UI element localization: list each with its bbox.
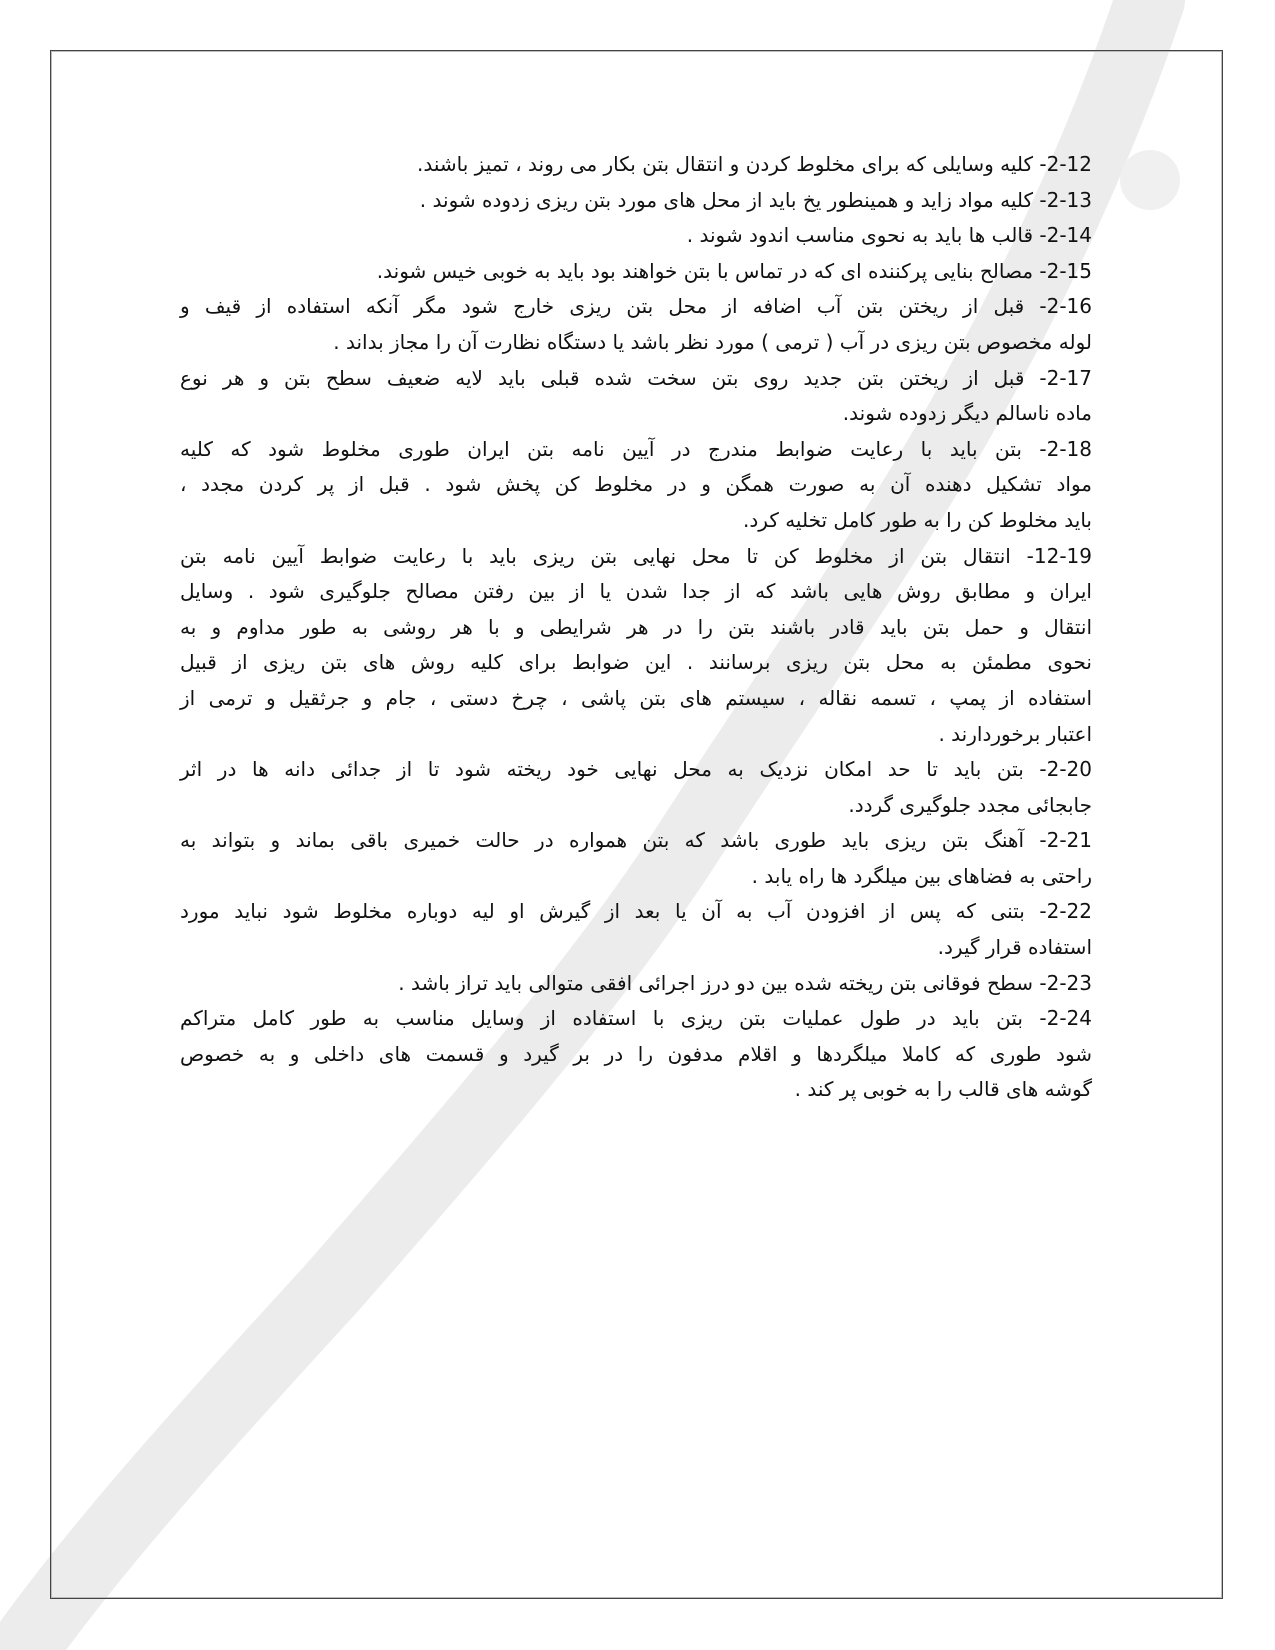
clause-paragraph xyxy=(180,432,1092,539)
text-line: ماده ناسالم دیگر زدوده شوند. xyxy=(842,401,1092,426)
text-line: 2-12- کلیه وسایلی که برای مخلوط کردن و انتقال بتن بکار می روند ، تمیز باشند. xyxy=(417,152,1092,176)
text-line: نحوی مطمئن به محل بتن ریزی برسانند . این ضوابط برای کلیه روش های بتن ریزی از قبیل xyxy=(180,650,1092,675)
text-line: جابجائی مجدد جلوگیری گردد. xyxy=(848,792,1092,817)
text-line: 2-20- بتن باید تا حد امکان نزدیک به محل نهایی خود ریخته شود تا از جدائی دانه ها در اثر xyxy=(180,757,1092,782)
text-line: 2-13- کلیه مواد زاید و همینطور یخ باید از محل های مورد بتن ریزی زدوده شوند . xyxy=(419,187,1092,212)
clause-paragraph xyxy=(180,894,1092,965)
clause-paragraph xyxy=(180,289,1092,360)
clause-paragraph xyxy=(180,823,1092,894)
clause-paragraph xyxy=(180,361,1092,432)
text-line: 2-18- بتن باید با رعایت ضوابط مندرج در آیین نامه بتن ایران طوری مخلوط شود که کلیه xyxy=(180,436,1092,461)
text-line: باید مخلوط کن را به طور کامل تخلیه کرد. xyxy=(743,507,1092,532)
text-line: راحتی به فضاهای بین میلگرد ها راه یابد . xyxy=(751,863,1092,888)
text-line: 2-16- قبل از ریختن بتن آب اضافه از محل بتن ریزی خارج شود مگر آنکه استفاده از قیف و xyxy=(180,294,1092,319)
clause-paragraph xyxy=(180,147,1092,183)
clause-paragraph xyxy=(180,183,1092,219)
text-line: 12-19- انتقال بتن از مخلوط کن تا محل نهایی بتن ریزی باید با رعایت ضوابط آیین نامه بتن xyxy=(180,543,1092,568)
text-line: 2-17- قبل از ریختن بتن جدید روی بتن سخت شده قبلی باید لایه ضعیف سطح بتن و هر نوع xyxy=(180,365,1092,390)
document-body xyxy=(180,147,1092,1108)
text-line: استفاده از پمپ ، تسمه نقاله ، سیستم های بتن پاشی ، چرخ دستی ، جام و جرثقیل و ترمی از xyxy=(180,685,1092,710)
clause-paragraph xyxy=(180,1001,1092,1108)
text-line: شود طوری که کاملا میلگردها و اقلام مدفون را در بر گیرد و قسمت های داخلی و به خصوص xyxy=(180,1041,1092,1066)
text-line: 2-14- قالب ها باید به نحوی مناسب اندود شوند . xyxy=(686,223,1092,248)
text-line: 2-21- آهنگ بتن ریزی باید طوری باشد که بتن همواره در حالت خمیری باقی بماند و بتواند به xyxy=(180,828,1092,853)
text-line: اعتبار برخوردارند . xyxy=(938,721,1092,746)
text-line: انتقال و حمل بتن باید قادر باشند بتن را در هر شرایطی و با هر روشی به طور مداوم و به xyxy=(180,614,1092,639)
clause-paragraph xyxy=(180,966,1092,1002)
text-line: استفاده قرار گیرد. xyxy=(937,935,1092,960)
clause-paragraph xyxy=(180,218,1092,254)
clause-paragraph xyxy=(180,752,1092,823)
text-line: 2-22- بتنی که پس از افزودن آب به آن یا بعد از گیرش او لیه دوباره مخلوط شود نباید مورد xyxy=(180,899,1092,924)
text-line: ایران و مطابق روش هایی باشد که از جدا شدن یا از بین رفتن مصالح جلوگیری شود . وسایل xyxy=(180,579,1092,604)
clause-paragraph xyxy=(180,254,1092,290)
text-line: 2-24- بتن باید در طول عملیات بتن ریزی با استفاده از وسایل مناسب به طور کامل متراکم xyxy=(180,1006,1092,1031)
text-line: 2-23- سطح فوقانی بتن ریخته شده بین دو درز اجرائی افقی متوالی باید تراز باشد . xyxy=(398,970,1092,995)
text-line: لوله مخصوص بتن ریزی در آب ( ترمی ) مورد نظر باشد یا دستگاه نظارت آن را مجاز بداند . xyxy=(333,329,1092,354)
clause-paragraph xyxy=(180,539,1092,753)
text-line: گوشه های قالب را به خوبی پر کند . xyxy=(794,1077,1092,1102)
text-line: مواد تشکیل دهنده آن به صورت همگن و در مخلوط کن پخش شود . قبل از پر کردن مجدد ، xyxy=(180,472,1092,497)
text-line: 2-15- مصالح بنایی پرکننده ای که در تماس با بتن خواهند بود باید به خوبی خیس شوند. xyxy=(376,258,1092,283)
